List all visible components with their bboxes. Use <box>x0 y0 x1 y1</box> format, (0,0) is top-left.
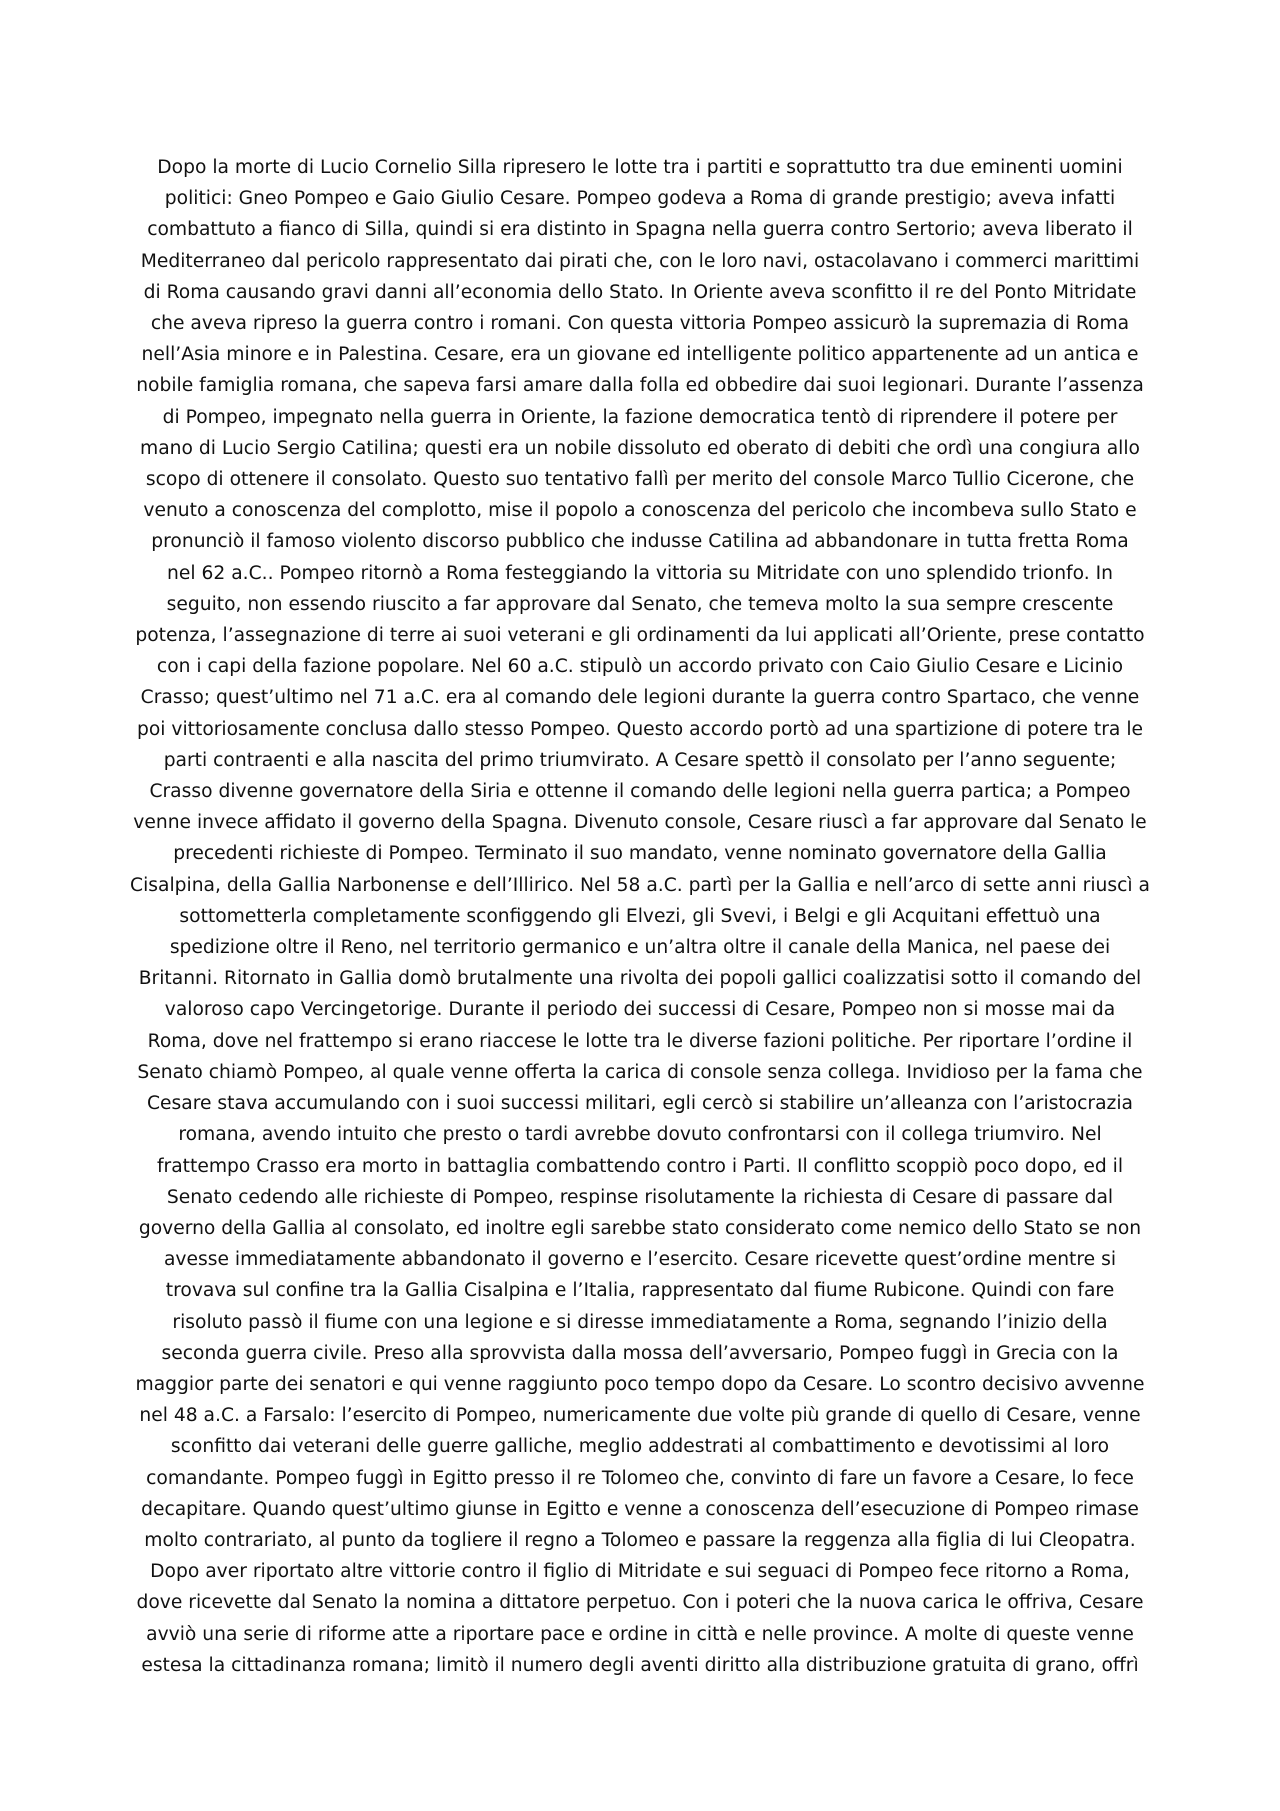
text-line: seguito, non essendo riuscito a far approvare dal Senato, che temeva molto la sua sempre crescente <box>166 593 1114 615</box>
text-line: estesa la cittadinanza romana; limitò il numero degli aventi diritto alla distribuzione gratuita di grano, offrì <box>141 1654 1139 1676</box>
text-line: di Roma causando gravi danni all’economia dello Stato. In Oriente aveva sconfitto il re del Ponto Mitridate <box>143 281 1137 303</box>
text-line: risoluto passò il fiume con una legione e si diresse immediatamente a Roma, segnando l’inizio della <box>172 1311 1108 1333</box>
text-line: comandante. Pompeo fuggì in Egitto presso il re Tolomeo che, convinto di fare un favore a Cesare, lo fece <box>146 1467 1134 1489</box>
text-line: scopo di ottenere il consolato. Questo suo tentativo fallì per merito del console Marco Tullio Cicerone, che <box>145 469 1135 491</box>
text-line: combattuto a fianco di Silla, quindi si era distinto in Spagna nella guerra contro Sertorio; aveva liberato il <box>147 219 1133 241</box>
text-line: venuto a conoscenza del complotto, mise il popolo a conoscenza del pericolo che incombeva sullo Stato e <box>143 500 1137 522</box>
text-line: Dopo la morte di Lucio Cornelio Silla ripresero le lotte tra i partiti e soprattutto tra due eminenti uomini <box>157 157 1123 178</box>
text-line: avesse immediatamente abbandonato il governo e l’esercito. Cesare ricevette quest’ordine mentre si <box>163 1249 1117 1271</box>
text-line: spedizione oltre il Reno, nel territorio germanico e un’altra oltre il canale della Manica, nel paese dei <box>169 937 1111 959</box>
text-line: molto contrariato, al punto da togliere il regno a Tolomeo e passare la reggenza alla figlia di lui Cleopatra. <box>144 1529 1136 1551</box>
text-line: frattempo Crasso era morto in battaglia combattendo contro i Parti. Il conflitto scoppiò poco dopo, ed il <box>156 1155 1124 1177</box>
text-line: con i capi della fazione popolare. Nel 60 a.C. stipulò un accordo privato con Caio Giulio Cesare e Licinio <box>156 656 1124 678</box>
text-line: romana, avendo intuito che presto o tardi avrebbe dovuto confrontarsi con il collega triumviro. Nel <box>178 1124 1102 1146</box>
text-line: Senato cedendo alle richieste di Pompeo, respinse risolutamente la richiesta di Cesare di passare dal <box>166 1186 1114 1208</box>
text-line: avviò una serie di riforme atte a riportare pace e ordine in città e nelle province. A molte di queste venne <box>146 1623 1134 1645</box>
body-paragraph <box>118 152 1162 1681</box>
text-line: parti contraenti e alla nascita del primo triumvirato. A Cesare spettò il consolato per l’anno seguente; <box>163 749 1117 771</box>
text-line: Senato chiamò Pompeo, al quale venne offerta la carica di console senza collega. Invidioso per la fama che <box>137 1061 1143 1083</box>
text-line: trovava sul confine tra la Gallia Cisalpina e l’Italia, rappresentato dal fiume Rubicone. Quindi con fare <box>165 1280 1115 1302</box>
text-line: dove ricevette dal Senato la nomina a dittatore perpetuo. Con i poteri che la nuova carica le offriva, Cesare <box>136 1592 1144 1614</box>
text-line: Mediterraneo dal pericolo rappresentato dai pirati che, con le loro navi, ostacolavano i commerci marittimi <box>140 250 1140 272</box>
text-line: di Pompeo, impegnato nella guerra in Oriente, la fazione democratica tentò di riprendere il potere per <box>162 406 1118 428</box>
text-line: poi vittoriosamente conclusa dallo stesso Pompeo. Questo accordo portò ad una spartizione di potere tra le <box>136 718 1144 740</box>
text-line: nell’Asia minore e in Palestina. Cesare, era un giovane ed intelligente politico appartenente ad un antica e <box>141 344 1139 366</box>
text-line: Cisalpina, della Gallia Narbonense e dell’Illirico. Nel 58 a.C. partì per la Gallia e nell’arco di sette anni riuscì a <box>130 874 1150 896</box>
text-line: nel 48 a.C. a Farsalo: l’esercito di Pompeo, numericamente due volte più grande di quello di Cesare, venne <box>139 1405 1141 1427</box>
text-line: sottometterla completamente sconfiggendo gli Elvezi, gli Svevi, i Belgi e gli Acquitani effettuò una <box>179 905 1101 927</box>
text-line: potenza, l’assegnazione di terre ai suoi veterani e gli ordinamenti da lui applicati all’Oriente, prese contatto <box>135 625 1145 647</box>
text-line: pronunciò il famoso violento discorso pubblico che indusse Catilina ad abbandonare in tutta fretta Roma <box>151 531 1129 553</box>
text-line: valoroso capo Vercingetorige. Durante il periodo dei successi di Cesare, Pompeo non si mosse mai da <box>164 999 1116 1021</box>
text-line: Britanni. Ritornato in Gallia domò brutalmente una rivolta dei popoli gallici coalizzatisi sotto il comando del <box>138 968 1142 990</box>
text-line: Crasso divenne governatore della Siria e ottenne il comando delle legioni nella guerra partica; a Pompeo <box>149 781 1131 803</box>
text-line: sconfitto dai veterani delle guerre galliche, meglio addestrati al combattimento e devotissimi al loro <box>170 1436 1110 1458</box>
text-line: seconda guerra civile. Preso alla sprovvista dalla mossa dell’avversario, Pompeo fuggì in Grecia con la <box>161 1342 1119 1364</box>
text-line: nobile famiglia romana, che sapeva farsi amare dalla folla ed obbedire dai suoi legionari. Durante l’assenza <box>136 375 1144 397</box>
text-line: Roma, dove nel frattempo si erano riaccese le lotte tra le diverse fazioni politiche. Per riportare l’ordine il <box>147 1030 1133 1052</box>
text-line: precedenti richieste di Pompeo. Terminato il suo mandato, venne nominato governatore della Gallia <box>173 843 1107 865</box>
text-line: nel 62 a.C.. Pompeo ritornò a Roma festeggiando la vittoria su Mitridate con uno splendido trionfo. In <box>167 562 1113 584</box>
text-line: Crasso; quest’ultimo nel 71 a.C. era al comando dele legioni durante la guerra contro Spartaco, che venne <box>140 687 1140 709</box>
text-line: Dopo aver riportato altre vittorie contro il figlio di Mitridate e sui seguaci di Pompeo fece ritorno a Roma, <box>150 1561 1130 1583</box>
text-line: venne invece affidato il governo della Spagna. Divenuto console, Cesare riuscì a far approvare dal Senato le <box>133 812 1147 834</box>
text-line: che aveva ripreso la guerra contro i romani. Con questa vittoria Pompeo assicurò la supremazia di Roma <box>150 313 1130 335</box>
text-line: governo della Gallia al consolato, ed inoltre egli sarebbe stato considerato come nemico dello Stato se non <box>138 1217 1142 1239</box>
text-line: maggior parte dei senatori e qui venne raggiunto poco tempo dopo da Cesare. Lo scontro decisivo avvenne <box>135 1373 1145 1395</box>
text-line: mano di Lucio Sergio Catilina; questi era un nobile dissoluto ed oberato di debiti che ordì una congiura allo <box>140 437 1140 459</box>
text-line: decapitare. Quando quest’ultimo giunse in Egitto e venne a conoscenza dell’esecuzione di Pompeo rimase <box>141 1498 1139 1520</box>
text-line: politici: Gneo Pompeo e Gaio Giulio Cesare. Pompeo godeva a Roma di grande prestigio; aveva infatti <box>164 188 1116 210</box>
text-line: Cesare stava accumulando con i suoi successi militari, egli cercò si stabilire un’alleanza con l’aristocrazia <box>146 1093 1133 1115</box>
